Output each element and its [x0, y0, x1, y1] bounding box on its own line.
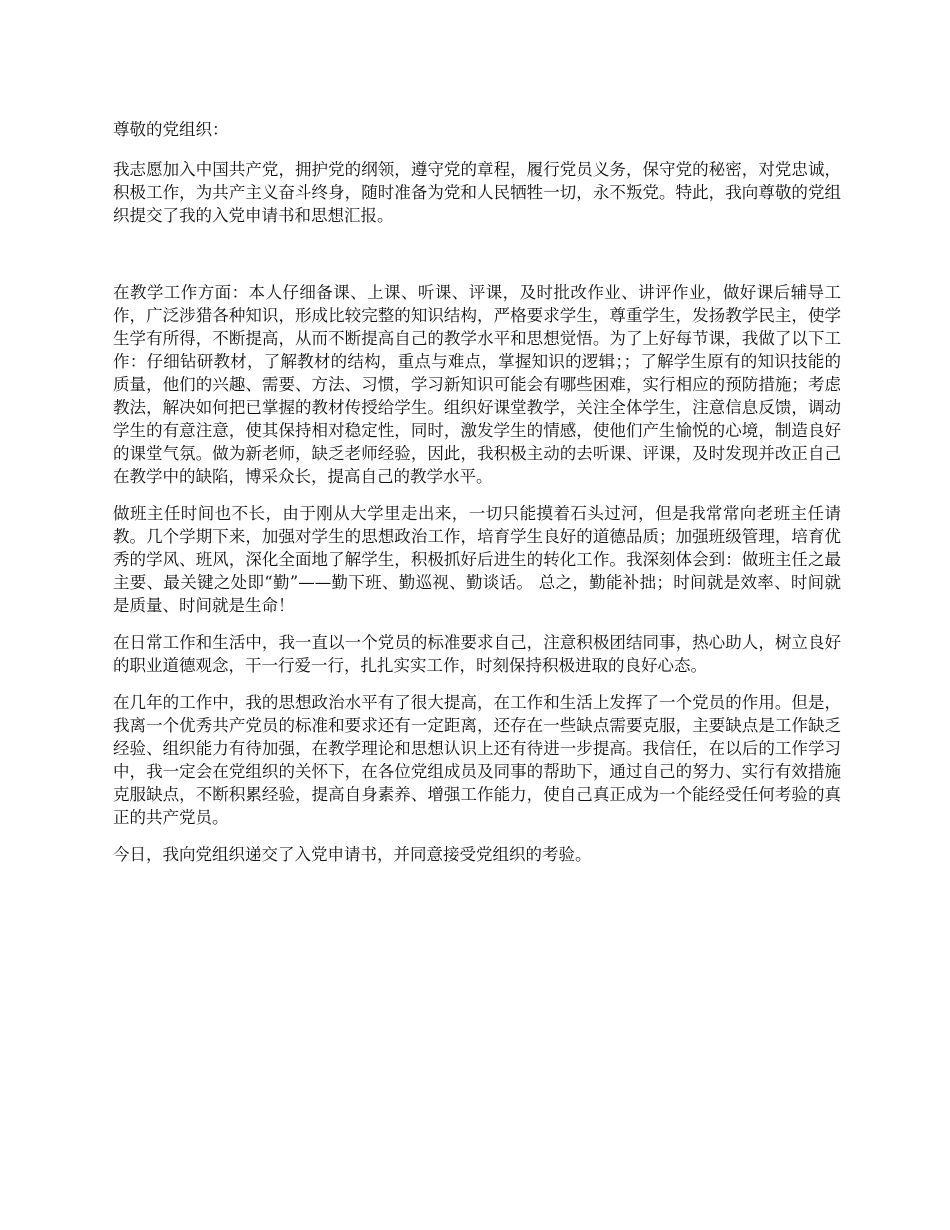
paragraph-daily-work: 在日常工作和生活中，我一直以一个党员的标准要求自己，注意积极团结同事，热心助人，树立良好的职业道德观念，干一行爱一行，扎扎实实工作，时刻保持积极进取的良好心态。 — [113, 633, 841, 675]
paragraph-class-teacher: 做班主任时间也不长，由于刚从大学里走出来，一切只能摸着石头过河，但是我常常向老班主任请教。几个学期下来，加强对学生的思想政治工作，培育学生良好的道德品质；加强班级管理，培育优秀的学风、班风，深化全面地了解学生，积极抓好后进生的转化工作。我深刻体会到：做班主任之最主要、最关键之处即“勤”——勤下班、勤巡视、勤谈话。 总之，勤能补拙；时间就是效率、时间就是质量、时间就是生命！ — [113, 504, 841, 615]
paragraph-closing: 今日，我向党组织递交了入党申请书，并同意接受党组织的考验。 — [113, 845, 592, 864]
paragraph-teaching: 在教学工作方面：本人仔细备课、上课、听课、评课，及时批改作业、讲评作业，做好课后辅导工作，广泛涉猎各种知识，形成比较完整的知识结构，严格要求学生，尊重学生，发扬教学民主，使学生学有所得，不断提高，从而不断提高自己的教学水平和思想觉悟。为了上好每节课，我做了以下工作：仔细钻研教材，了解教材的结构，重点与难点，掌握知识的逻辑；；了解学生原有的知识技能的质量，他们的兴趣、需要、方法、习惯，学习新知识可能会有哪些困难，实行相应的预防措施；考虑教法，解决如何把已掌握的教材传授给学生。组织好课堂教学，关注全体学生，注意信息反馈，调动学生的有意注意，使其保持相对稳定性，同时，激发学生的情感，使他们产生愉悦的心境，制造良好的课堂气氛。做为新老师，缺乏老师经验，因此，我积极主动的去听课、评课，及时发现并改正自己在教学中的缺陷，博采众长，提高自己的教学水平。 — [113, 283, 841, 486]
salutation: 尊敬的党组织： — [113, 120, 229, 139]
document-page — [113, 118, 841, 880]
section-spacer — [113, 241, 841, 281]
paragraph-pledge: 我志愿加入中国共产党，拥护党的纲领，遵守党的章程，履行党员义务，保守党的秘密，对党忠诚，积极工作，为共产主义奋斗终身，随时准备为党和人民牺牲一切，永不叛党。特此，我向尊敬的党组织提交了我的入党申请书和思想汇报。 — [113, 160, 841, 225]
paragraph-self-assessment: 在几年的工作中，我的思想政治水平有了很大提高，在工作和生活上发挥了一个党员的作用。但是，我离一个优秀共产党员的标准和要求还有一定距离，还存在一些缺点需要克服，主要缺点是工作缺乏经验、组织能力有待加强，在教学理论和思想认识上还有待进一步提高。我信任，在以后的工作学习中，我一定会在党组织的关怀下，在各位党组成员及同事的帮助下，通过自己的努力、实行有效措施克服缺点，不断积累经验，提高自身素养、增强工作能力，使自己真正成为一个能经受任何考验的真正的共产党员。 — [113, 693, 841, 827]
